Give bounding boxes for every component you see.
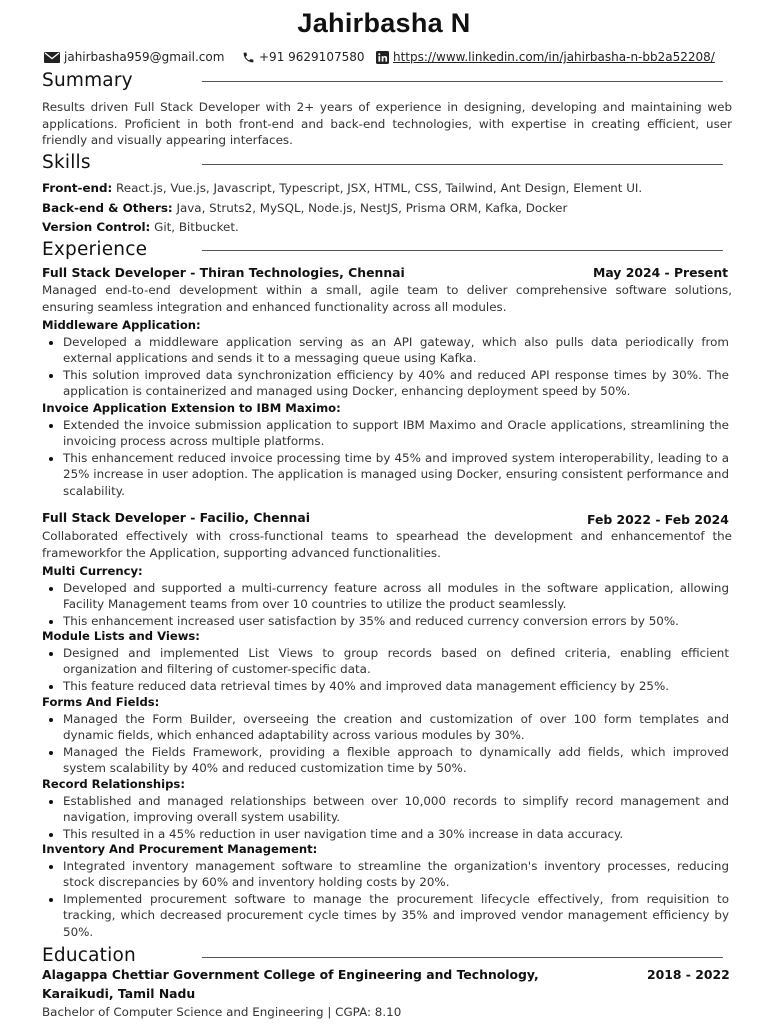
linkedin-link[interactable]: https://www.linkedin.com/in/jahirbasha-n-bb2a52208/ <box>393 50 715 64</box>
list-item: This solution improved data synchronization efficiency by 40% and reduced API response times by 30%. The application is containerized and managed using Docker, enhancing deployment speed by 50%. <box>48 367 729 400</box>
skill-row-version-control <box>42 220 732 234</box>
bullet-list <box>48 334 729 400</box>
job-summary: Collaborated effectively with cross-functional teams to spearhead the development and enhancementof the frameworkfor the Application, supporting advanced functionalities. <box>42 529 732 560</box>
project-heading: Module Lists and Views: <box>42 629 200 643</box>
list-item: Developed a middleware application serving as an API gateway, which also pulls data periodically from external applications and sends it to a messaging queue using Kafka. <box>48 334 729 367</box>
candidate-name: Jahirbasha N <box>297 8 471 38</box>
skill-value: Git, Bitbucket. <box>150 220 239 234</box>
phone-text: +91 9629107580 <box>259 50 365 64</box>
job-title: Full Stack Developer - Facilio, Chennai <box>42 510 310 525</box>
list-item: This enhancement reduced invoice processing time by 45% and improved system interoperability, leading to a 25% increase in user adoption. The application is managed using Docker, ensuring consistent performance and scalability. <box>48 450 729 499</box>
list-item: Implemented procurement software to manage the procurement lifecycle effectively, from requisition to tracking, which decreased procurement cycle times by 35% and improved vendor management efficiency by 50%. <box>48 891 729 940</box>
skill-label: Front-end: <box>42 181 113 195</box>
list-item: This resulted in a 45% reduction in user navigation time and a 30% increase in data accuracy. <box>48 826 729 842</box>
skill-row-backend <box>42 201 732 215</box>
list-item: Managed the Form Builder, overseeing the creation and customization of over 100 form templates and dynamic fields, which enhanced adaptability across various modules by 30%. <box>48 711 729 744</box>
job-dates: May 2024 - Present <box>593 265 729 280</box>
email-text: jahirbasha959@gmail.com <box>64 50 225 64</box>
summary-heading: Summary <box>42 70 133 91</box>
bullet-list <box>48 417 729 499</box>
linkedin-contact[interactable] <box>376 50 715 64</box>
project-heading: Inventory And Procurement Management: <box>42 842 318 856</box>
project-heading: Record Relationships: <box>42 777 185 791</box>
summary-text: Results driven Full Stack Developer with 2+ years of experience in designing, developing and maintaining web applications. Proficient in both front-end and back-end technologies, with expertise in creating efficient, user friendly and visually appearing interfaces. <box>42 100 732 147</box>
skills-heading: Skills <box>42 152 91 173</box>
email-contact[interactable] <box>44 50 224 64</box>
linkedin-icon <box>376 51 389 64</box>
bullet-list <box>48 793 729 842</box>
job-dates: Feb 2022 - Feb 2024 <box>587 512 729 527</box>
bullet-list <box>48 645 729 694</box>
bullet-list <box>48 858 729 940</box>
project-heading: Middleware Application: <box>42 318 201 332</box>
phone-icon <box>242 51 255 64</box>
list-item: This feature reduced data retrieval times by 40% and improved data management efficiency by 25%. <box>48 678 729 694</box>
skill-row-frontend <box>42 181 732 195</box>
skills-divider <box>202 164 723 165</box>
degree-text: Bachelor of Computer Science and Engineering | CGPA: 8.10 <box>42 1005 402 1019</box>
contact-bar <box>44 50 734 68</box>
experience-heading: Experience <box>42 239 148 260</box>
education-heading: Education <box>42 945 136 966</box>
bullet-list <box>48 711 729 777</box>
list-item: Managed the Fields Framework, providing a flexible approach to dynamically add fields, which improved system scalability by 40% and reduced customization time by 50%. <box>48 744 729 777</box>
education-divider <box>202 957 723 958</box>
envelope-icon <box>44 52 60 63</box>
education-dates: 2018 - 2022 <box>647 967 730 982</box>
list-item: Integrated inventory management software to streamline the organization's inventory processes, reducing stock discrepancies by 60% and inventory holding costs by 20%. <box>48 858 729 891</box>
skill-value: Java, Struts2, MySQL, Node.js, NestJS, Prisma ORM, Kafka, Docker <box>172 201 568 215</box>
project-heading: Forms And Fields: <box>42 695 160 709</box>
list-item: Extended the invoice submission application to support IBM Maximo and Oracle applications, streamlining the invoicing process across multiple platforms. <box>48 417 729 450</box>
experience-divider <box>202 250 723 251</box>
skill-label: Back-end & Others: <box>42 201 173 215</box>
project-heading: Multi Currency: <box>42 564 143 578</box>
summary-divider <box>202 81 723 82</box>
list-item: Designed and implemented List Views to group records based on defined criteria, enabling efficient organization and filtering of customer-specific data. <box>48 645 729 678</box>
skill-value: React.js, Vue.js, Javascript, Typescript, JSX, HTML, CSS, Tailwind, Ant Design, Element UI. <box>112 181 643 195</box>
list-item: Established and managed relationships between over 10,000 records to simplify record management and navigation, improving overall system usability. <box>48 793 729 826</box>
bullet-list <box>48 580 729 629</box>
skill-label: Version Control: <box>42 220 151 234</box>
school-location: Karaikudi, Tamil Nadu <box>42 986 196 1001</box>
school-name: Alagappa Chettiar Government College of Engineering and Technology, <box>42 967 539 982</box>
job-title: Full Stack Developer - Thiran Technologies, Chennai <box>42 265 405 280</box>
phone-contact[interactable] <box>242 50 365 64</box>
job-summary: Managed end-to-end development within a small, agile team to deliver comprehensive software solutions, ensuring seamless integration and enhanced functionality across all modules. <box>42 283 732 314</box>
project-heading: Invoice Application Extension to IBM Maximo: <box>42 401 341 415</box>
list-item: Developed and supported a multi-currency feature across all modules in the software application, allowing Facility Management teams from over 10 countries to utilize the product seamlessly. <box>48 580 729 613</box>
list-item: This enhancement increased user satisfaction by 35% and reduced currency conversion errors by 50%. <box>48 613 729 629</box>
